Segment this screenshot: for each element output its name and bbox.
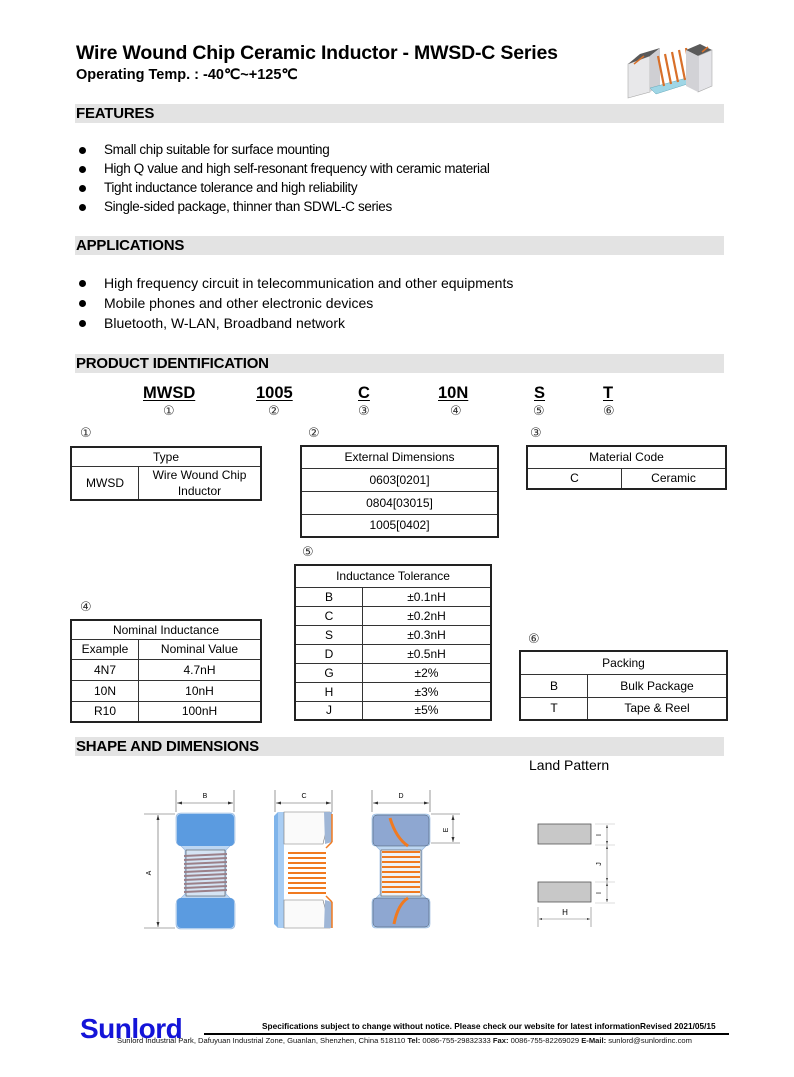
tolerance-table — [294, 564, 492, 721]
bullet-icon — [79, 166, 86, 173]
table-cell: ±2% — [363, 663, 492, 682]
table-cell: Bulk Package — [588, 674, 728, 697]
table-index: ② — [308, 426, 320, 441]
table-cell: 4N7 — [71, 659, 139, 680]
table-cell: B — [295, 587, 363, 606]
top-view-drawing — [140, 788, 250, 930]
land-pattern-label: Land Pattern — [529, 757, 610, 773]
front-view-drawing — [368, 788, 468, 930]
dimensions-table — [300, 445, 499, 538]
dimension-label-c: C — [301, 793, 307, 800]
company-address: Sunlord Industrial Park, Dafuyuan Industrial Zone, Guanlan, Shenzhen, China 518110 — [117, 1036, 406, 1045]
table-cell: ±0.3nH — [363, 625, 492, 644]
table-cell: J — [295, 701, 363, 720]
table-cell: T — [520, 697, 588, 720]
table-cell: Ceramic — [622, 468, 727, 489]
table-index: ③ — [530, 426, 542, 441]
fax-number: 0086-755-82269029 — [510, 1036, 580, 1045]
code-packing: T — [603, 384, 614, 402]
table-cell: C — [527, 468, 622, 489]
bullet-icon — [79, 185, 86, 192]
table-header: Type — [71, 447, 261, 466]
code-material: C — [358, 384, 370, 402]
side-view-drawing — [268, 788, 340, 930]
material-table — [526, 445, 727, 490]
table-cell: MWSD — [71, 466, 139, 500]
table-header: External Dimensions — [301, 446, 498, 468]
product-identification-heading-bar — [75, 354, 724, 373]
dimension-label-i-lower: I — [596, 892, 603, 894]
table-cell: Wire Wound Chip Inductor — [139, 466, 262, 500]
code-index: ③ — [358, 404, 370, 419]
footer-divider — [204, 1033, 729, 1035]
table-header: Packing — [520, 651, 727, 674]
table-cell: C — [295, 606, 363, 625]
table-index: ④ — [80, 600, 92, 615]
table-cell: 10nH — [139, 680, 262, 701]
table-cell: ±0.5nH — [363, 644, 492, 663]
shape-dimensions-heading: SHAPE AND DIMENSIONS — [76, 738, 259, 755]
dimension-label-i: I — [596, 834, 603, 836]
footer-notice: Specifications subject to change without notice. Please check our website for latest information. — [262, 1021, 643, 1031]
code-index: ④ — [450, 404, 462, 419]
page-title: Wire Wound Chip Ceramic Inductor - MWSD-C Series — [76, 42, 558, 64]
features-heading: FEATURES — [76, 105, 155, 122]
table-header: Inductance Tolerance — [295, 565, 491, 587]
packing-table — [519, 650, 728, 721]
table-cell: H — [295, 682, 363, 701]
shape-dimensions-heading-bar — [75, 737, 724, 756]
table-index: ⑥ — [528, 632, 540, 647]
dimension-label-b: B — [202, 793, 208, 800]
table-cell: 100nH — [139, 701, 262, 722]
type-table — [70, 446, 262, 501]
applications-heading: APPLICATIONS — [76, 237, 185, 254]
table-cell: ±5% — [363, 701, 492, 720]
features-heading-bar — [75, 104, 724, 123]
code-inductance: 10N — [438, 384, 469, 402]
bullet-icon — [79, 300, 86, 307]
dimension-label-d: D — [398, 793, 404, 800]
land-pattern-drawing — [530, 815, 620, 930]
inductance-table — [70, 619, 262, 723]
operating-temp: Operating Temp. : -40℃~+125℃ — [76, 67, 298, 83]
dimension-label-a: A — [146, 870, 153, 876]
code-index: ① — [163, 404, 175, 419]
code-series: MWSD — [143, 384, 196, 402]
code-tolerance: S — [534, 384, 546, 402]
dimension-label-e: E — [443, 827, 450, 833]
tel-label: Tel: — [407, 1036, 421, 1045]
table-header: Material Code — [527, 446, 726, 468]
table-cell: Tape & Reel — [588, 697, 728, 720]
code-dimension: 1005 — [256, 384, 293, 402]
table-cell: G — [295, 663, 363, 682]
footer-address-line — [117, 1036, 692, 1045]
dimension-label-j: J — [596, 862, 603, 866]
bullet-icon — [79, 320, 86, 327]
bullet-icon — [79, 280, 86, 287]
product-identification-heading: PRODUCT IDENTIFICATION — [76, 355, 269, 372]
table-cell: R10 — [71, 701, 139, 722]
table-cell: ±3% — [363, 682, 492, 701]
table-cell: 1005[0402] — [301, 514, 498, 537]
email-label: E-Mail: — [581, 1036, 607, 1045]
table-cell: 0603[0201] — [301, 468, 498, 491]
table-index: ① — [80, 426, 92, 441]
table-index: ⑤ — [302, 545, 314, 560]
table-column-header: Nominal Value — [139, 639, 262, 659]
table-cell: S — [295, 625, 363, 644]
fax-label: Fax: — [492, 1036, 509, 1045]
bullet-icon — [79, 204, 86, 211]
applications-heading-bar — [75, 236, 724, 255]
dimension-label-h: H — [562, 908, 568, 917]
chip-inductor-icon — [620, 42, 720, 100]
bullet-icon — [79, 147, 86, 154]
table-cell: 4.7nH — [139, 659, 262, 680]
code-index: ⑥ — [603, 404, 615, 419]
table-cell: B — [520, 674, 588, 697]
code-index: ② — [268, 404, 280, 419]
tel-number: 0086-755-29832333 — [422, 1036, 491, 1045]
table-column-header: Example — [71, 639, 139, 659]
revision-date: Revised 2021/05/15 — [640, 1021, 716, 1031]
code-index: ⑤ — [533, 404, 545, 419]
table-cell: ±0.2nH — [363, 606, 492, 625]
table-cell: D — [295, 644, 363, 663]
table-header: Nominal Inductance — [71, 620, 261, 639]
table-cell: 10N — [71, 680, 139, 701]
table-cell: ±0.1nH — [363, 587, 492, 606]
table-cell: 0804[03015] — [301, 491, 498, 514]
email-address[interactable]: sunlord@sunlordinc.com — [608, 1036, 692, 1045]
sunlord-logo: Sunlord — [80, 1013, 183, 1044]
